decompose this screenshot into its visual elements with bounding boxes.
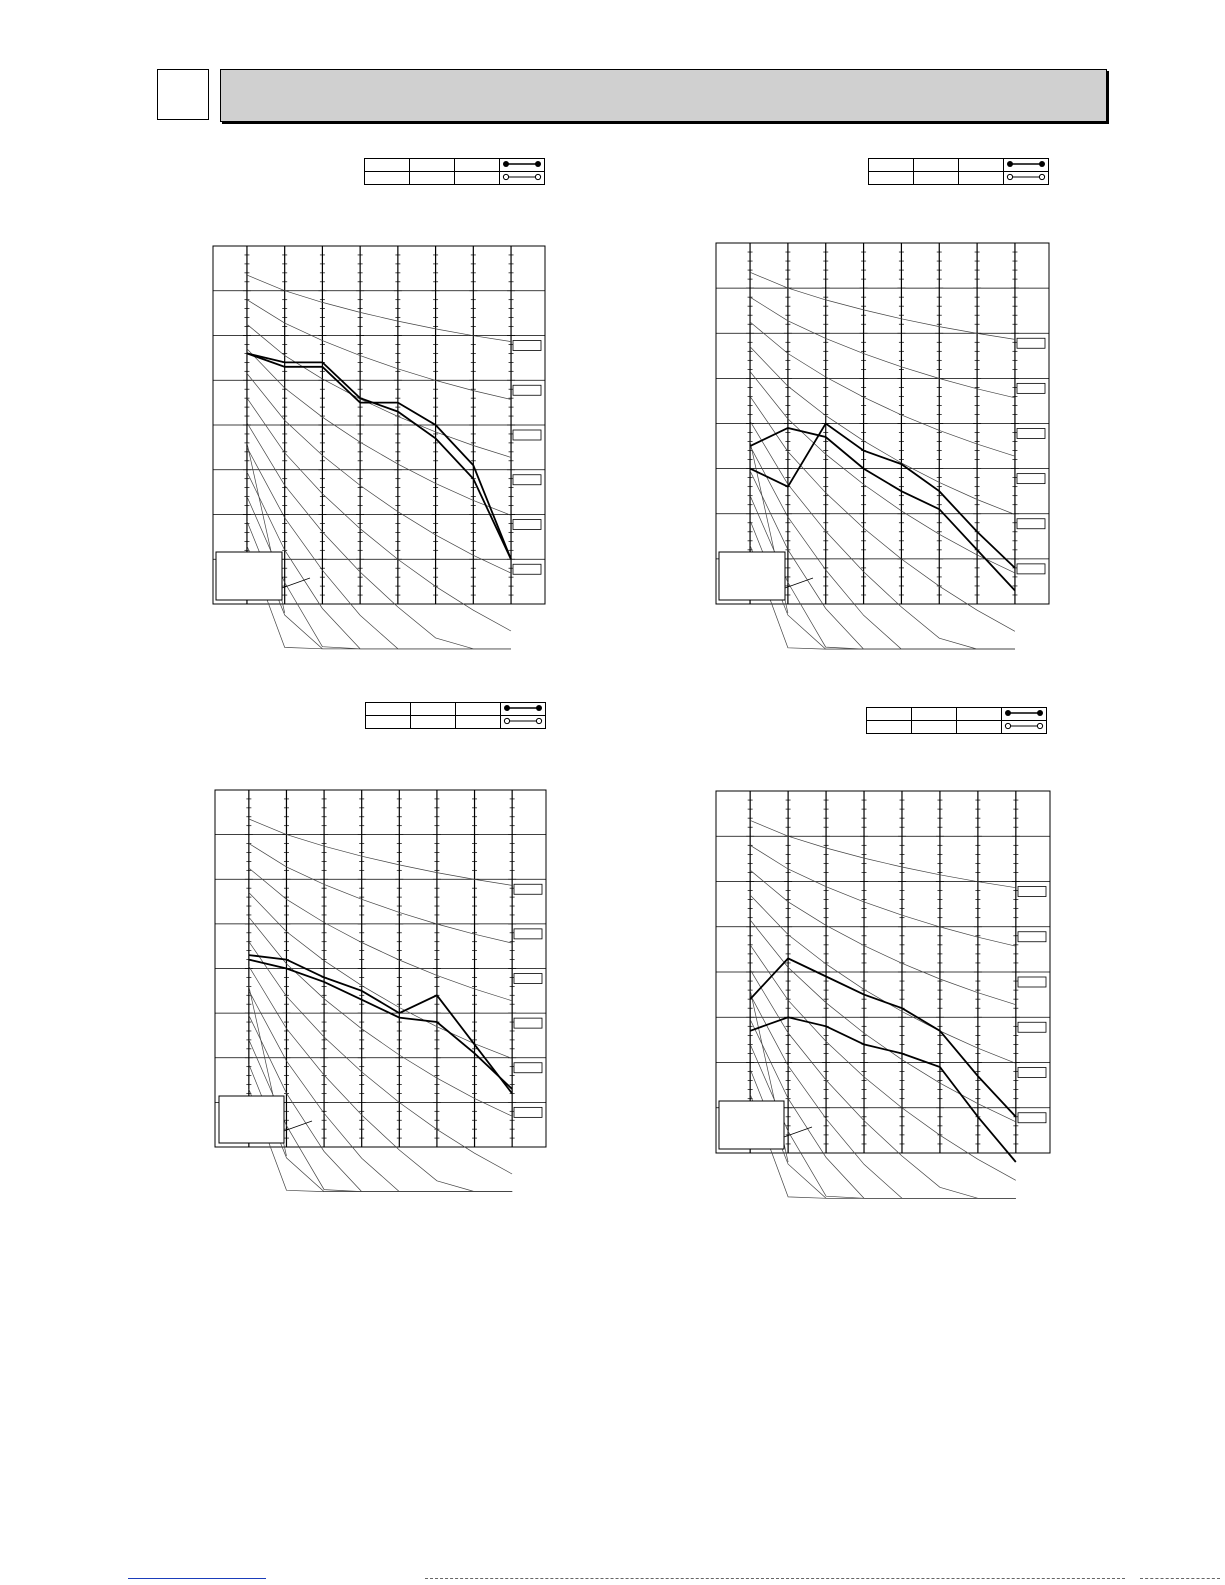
nc-curve-label-box — [1017, 338, 1045, 348]
nc-curve-label-box — [1018, 932, 1046, 942]
nc-curve-label-box — [1017, 474, 1045, 484]
nc-curve-label-box — [514, 974, 542, 984]
nc-curve-label-box — [514, 1107, 542, 1117]
nc-curve-label-box — [1018, 1022, 1046, 1032]
nc-curve-label-box — [513, 520, 541, 530]
nc-chart — [213, 246, 545, 649]
nc-chart — [215, 790, 546, 1192]
nc-label-box — [219, 1096, 284, 1143]
nc-curve-label-box — [1018, 1113, 1046, 1123]
footer-rule-end — [1140, 1578, 1220, 1579]
nc-label-box — [719, 552, 785, 600]
nc-curve-label-box — [513, 341, 541, 351]
nc-chart — [716, 791, 1050, 1198]
nc-curve-label-box — [514, 1018, 542, 1028]
nc-curve-label-box — [1018, 887, 1046, 897]
nc-curve-label-box — [1018, 977, 1046, 987]
nc-curve-label-box — [514, 929, 542, 939]
nc-label-box — [216, 552, 282, 600]
nc-curve-label-box — [1017, 429, 1045, 439]
nc-curve-label-box — [1017, 383, 1045, 393]
nc-curve-label-box — [513, 475, 541, 485]
footer-link-underline — [128, 1578, 266, 1579]
nc-curve-label-box — [1018, 1068, 1046, 1078]
nc-curve-label-box — [1017, 519, 1045, 529]
nc-curve-label-box — [513, 385, 541, 395]
nc-label-box — [719, 1101, 784, 1149]
nc-curve-label-box — [1017, 564, 1045, 574]
nc-curve-label-box — [514, 884, 542, 894]
nc-chart — [716, 243, 1049, 649]
nc-curve-label-box — [513, 430, 541, 440]
nc-curve-label-box — [513, 564, 541, 574]
nc-curve-label-box — [514, 1063, 542, 1073]
footer-rule — [425, 1578, 1125, 1579]
